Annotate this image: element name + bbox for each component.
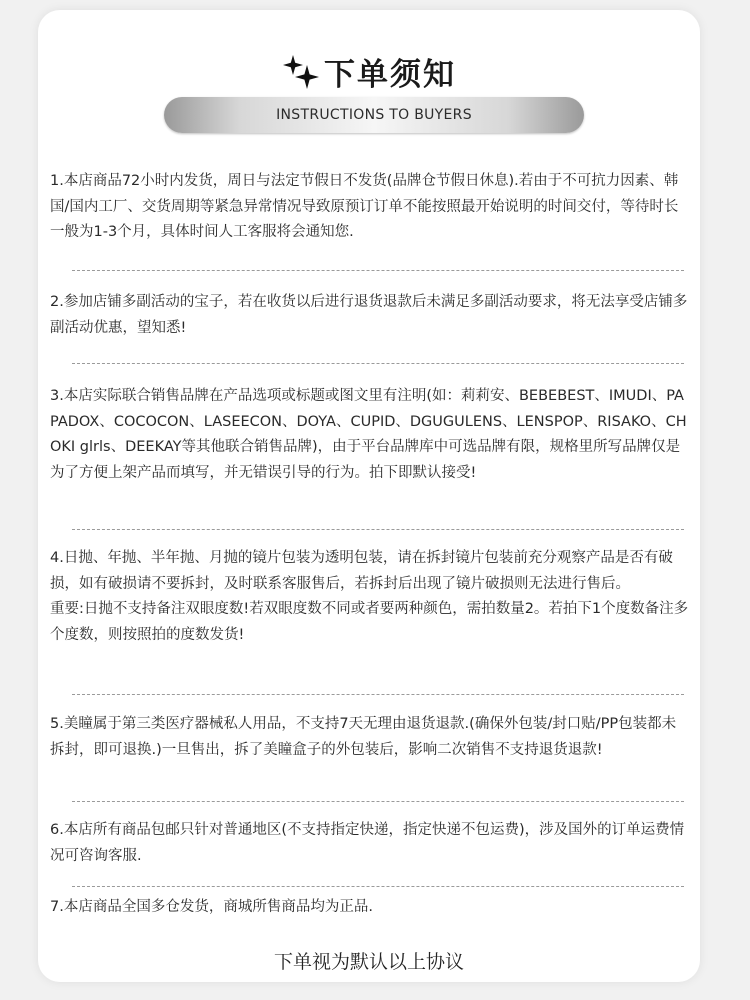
- notice-3: [50, 384, 690, 486]
- notice-2: [50, 290, 690, 341]
- notice-6: [50, 818, 690, 869]
- instructions-card: [38, 10, 700, 982]
- subtitle-banner: INSTRUCTIONS TO BUYERS: [164, 97, 584, 133]
- notice-5-text: 5.美瞳属于第三类医疗器械私人用品，不支持7天无理由退货退款.(确保外包装/封口贴/PP包装都未拆封，即可退换.)一旦售出，拆了美瞳盒子的外包装后，影响二次销售不支持退货退款!: [50, 716, 677, 758]
- notice-1: [50, 169, 690, 246]
- dashed-divider: [72, 801, 684, 802]
- notice-7: [50, 895, 690, 921]
- notice-7-text: 7.本店商品全国多仓发货，商城所售商品均为正品.: [50, 899, 373, 915]
- notice-4-text: 4.日抛、年抛、半年抛、月抛的镜片包装为透明包装，请在拆封镜片包装前充分观察产品是否有破损，如有破损请不要拆封，及时联系客服售后，若拆封后出现了镜片破损则无法进行售后。: [50, 550, 673, 592]
- dashed-divider: [72, 694, 684, 695]
- notice-2-text: 2.参加店铺多副活动的宝子，若在收货以后进行退货退款后未满足多副活动要求，将无法享受店铺多副活动优惠，望知悉!: [50, 294, 688, 336]
- page-title: 下单须知: [324, 56, 456, 93]
- notice-3-text: 3.本店实际联合销售品牌在产品选项或标题或图文里有注明(如：莉莉安、BEBEBEST、IMUDI、PAPADOX、COCOCON、LASEECON、DOYA、CUPID、DGUGULENS、LENSPOP、RISAKO、CHOKI glrls、DEEKAY等其他联合销售品牌)，由于平台品牌库中可选品牌有限，规格里所写品牌仅是为了方便上架产品而填写，并无错误引导的行为。拍下即默认接受!: [50, 388, 687, 481]
- sparkle-icon: [282, 53, 320, 89]
- notice-4-important: 重要:日抛不支持备注双眼度数!若双眼度数不同或者要两种颜色，需拍数量2。若拍下1个度数备注多个度数，则按照拍的度数发货!: [50, 601, 689, 643]
- dashed-divider: [72, 270, 684, 271]
- dashed-divider: [72, 886, 684, 887]
- title-row: [38, 46, 700, 96]
- dashed-divider: [72, 363, 684, 364]
- footer-agreement: 下单视为默认以上协议: [273, 951, 464, 973]
- dashed-divider: [72, 529, 684, 530]
- notice-1-text: 1.本店商品72小时内发货，周日与法定节假日不发货(品牌仓节假日休息).若由于不可抗力因素、韩国/国内工厂、交货周期等紧急异常情况导致原预订订单不能按照最开始说明的时间交付，等待时长一般为1-3个月，具体时间人工客服将会通知您.: [50, 173, 679, 240]
- notice-4: [50, 546, 690, 648]
- notice-6-text: 6.本店所有商品包邮只针对普通地区(不支持指定快递，指定快递不包运费)，涉及国外的订单运费情况可咨询客服.: [50, 822, 685, 864]
- notice-5: [50, 712, 690, 763]
